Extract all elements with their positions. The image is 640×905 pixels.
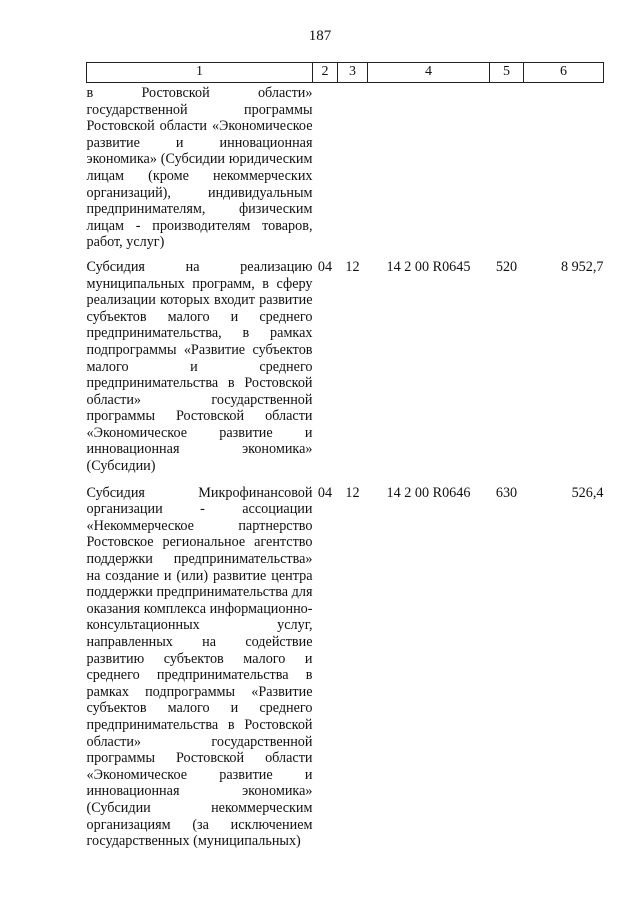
row-subsection xyxy=(338,83,368,255)
row-expense-type: 520 xyxy=(495,258,518,275)
row-target-code: 14 2 00 R0645 xyxy=(386,258,471,275)
page-number: 187 xyxy=(308,28,332,44)
header-row xyxy=(87,63,604,83)
table-row xyxy=(87,255,604,481)
header-col-2: 2 xyxy=(313,63,338,83)
table-row xyxy=(87,481,604,856)
row-description: в Ростовской области» государственной программы Ростовской области «Экономическое развитие и инновационная экономика» (Субсидии юридическим лицам (кроме некоммерческих организаций), индивидуальным предпринимателям, физическим лицам - производителям товаров, работ, услуг) xyxy=(86,85,313,251)
row-expense-type: 630 xyxy=(495,484,518,501)
header-col-6: 6 xyxy=(524,63,604,83)
row-subsection: 12 xyxy=(345,258,360,275)
row-amount xyxy=(524,83,604,255)
row-section xyxy=(313,83,338,255)
header-col-1: 1 xyxy=(87,63,313,83)
row-section: 04 xyxy=(317,484,333,501)
row-description: Субсидия Микрофинансовой организации - ассоциации «Некоммерческое партнерство Ростовское региональное агентство поддержки предпринимательства» на создание и (или) развитие центра поддержки предпринимательства для оказания комплекса информационно-консультационных услуг, направленных на содействие развитию субъектов малого и среднего предпринимательства в рамках подпрограммы «Развитие субъектов малого и среднего предпринимательства в Ростовской области» государственной программы Ростовской области «Экономическое развитие и инновационная экономика» (Субсидии некоммерческим организациям (за исключением государственных (муниципальных) xyxy=(86,484,313,850)
row-amount: 8 952,7 xyxy=(560,258,604,275)
row-amount: 526,4 xyxy=(571,484,604,501)
row-expense-type xyxy=(490,83,524,255)
budget-table xyxy=(86,62,604,856)
row-target-code xyxy=(368,83,490,255)
row-section: 04 xyxy=(317,258,333,275)
row-subsection: 12 xyxy=(345,484,360,501)
table-row xyxy=(87,83,604,255)
row-description: Субсидия на реализацию муниципальных программ, в сферу реализации которых входит развитие субъектов малого и среднего предпринимательства, в рамках подпрограммы «Развитие субъектов малого и среднего предпринимательства в Ростовской области» государственной программы Ростовской области «Экономическое развитие и инновационная экономика» (Субсидии) xyxy=(86,258,313,475)
header-col-4: 4 xyxy=(368,63,490,83)
header-col-5: 5 xyxy=(490,63,524,83)
row-target-code: 14 2 00 R0646 xyxy=(386,484,471,501)
header-col-3: 3 xyxy=(338,63,368,83)
